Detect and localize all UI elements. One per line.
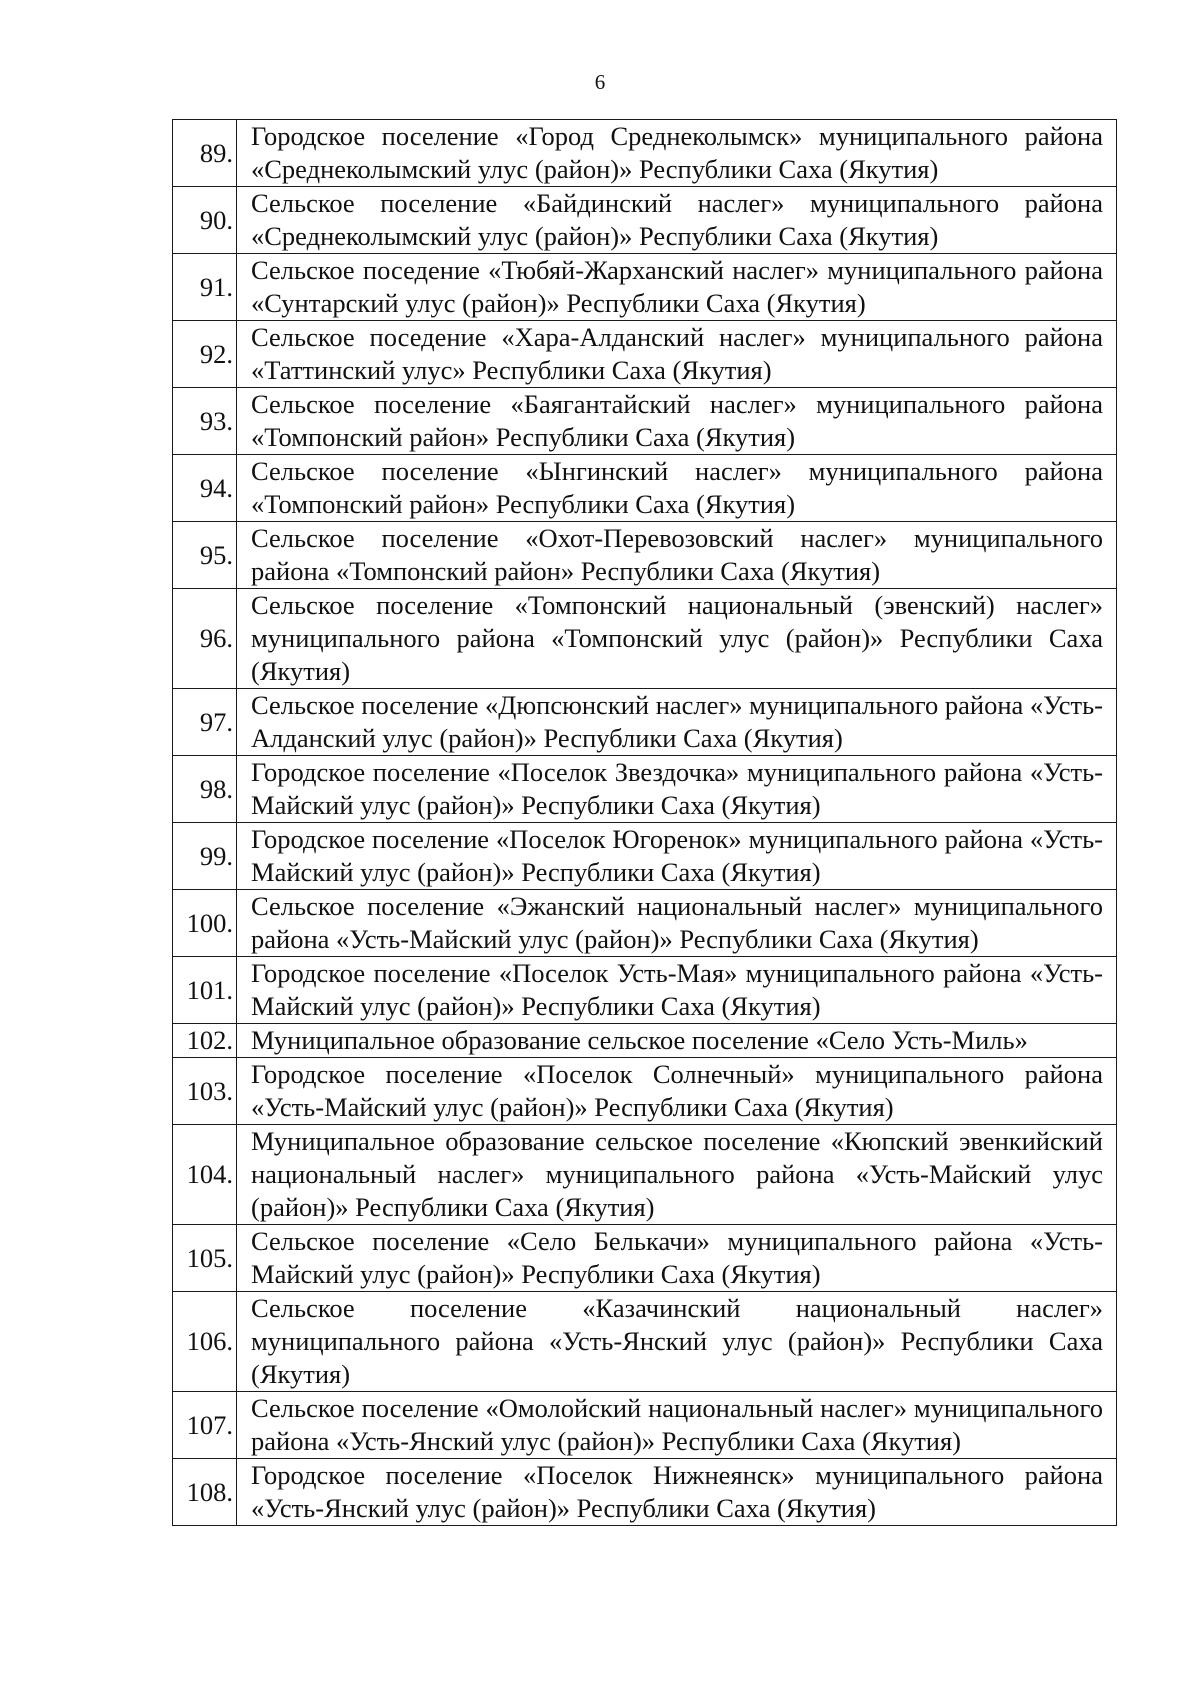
table-row (173, 756, 1117, 823)
row-number: 93. (173, 388, 237, 455)
row-number: 101. (173, 957, 237, 1024)
settlement-name: Городское поселение «Поселок Солнечный» муниципального района «Усть-Майский улус (район)» Республики Саха (Якутия) (237, 1058, 1117, 1125)
table-row (173, 187, 1117, 254)
settlement-name: Сельское поселение «Село Белькачи» муниципального района «Усть-Майский улус (район)» Республики Саха (Якутия) (237, 1225, 1117, 1292)
row-number: 96. (173, 589, 237, 689)
row-number: 95. (173, 522, 237, 589)
table-row (173, 1392, 1117, 1459)
settlement-name: Городское поселение «Город Среднеколымск» муниципального района «Среднеколымский улус (район)» Республики Саха (Якутия) (237, 120, 1117, 187)
row-number: 99. (173, 823, 237, 890)
row-number: 102. (173, 1024, 237, 1058)
settlement-name: Сельское поселение «Томпонский национальный (эвенский) наслег» муниципального района «Томпонский улус (район)» Республики Саха (Якутия) (237, 589, 1117, 689)
table-row (173, 455, 1117, 522)
table-row (173, 1292, 1117, 1392)
table-row (173, 254, 1117, 321)
row-number: 103. (173, 1058, 237, 1125)
row-number: 105. (173, 1225, 237, 1292)
settlement-name: Сельское поселение «Омолойский национальный наслег» муниципального района «Усть-Янский улус (район)» Республики Саха (Якутия) (237, 1392, 1117, 1459)
table-row (173, 321, 1117, 388)
row-number: 90. (173, 187, 237, 254)
table-row (173, 1125, 1117, 1225)
settlements-table-body (173, 120, 1117, 1526)
row-number: 98. (173, 756, 237, 823)
settlement-name: Сельское поселение «Казачинский национальный наслег» муниципального района «Усть-Янский улус (район)» Республики Саха (Якутия) (237, 1292, 1117, 1392)
settlement-name: Муниципальное образование сельское поселение «Кюпский эвенкийский национальный наслег» муниципального района «Усть-Майский улус (район)» Республики Саха (Якутия) (237, 1125, 1117, 1225)
row-number: 107. (173, 1392, 237, 1459)
settlement-name: Сельское поселение «Охот-Перевозовский наслег» муниципального района «Томпонский район» Республики Саха (Якутия) (237, 522, 1117, 589)
row-number: 97. (173, 689, 237, 756)
settlement-name: Сельское поселение «Байдинский наслег» муниципального района «Среднеколымский улус (район)» Республики Саха (Якутия) (237, 187, 1117, 254)
page-number: 6 (594, 70, 606, 94)
row-number: 94. (173, 455, 237, 522)
settlements-table (172, 119, 1117, 1526)
row-number: 91. (173, 254, 237, 321)
settlement-name: Сельское поселение «Ынгинский наслег» муниципального района «Томпонский район» Республики Саха (Якутия) (237, 455, 1117, 522)
settlement-name: Сельское поселение «Баягантайский наслег» муниципального района «Томпонский район» Республики Саха (Якутия) (237, 388, 1117, 455)
table-row (173, 1058, 1117, 1125)
table-row (173, 890, 1117, 957)
settlement-name: Сельское поседение «Тюбяй-Жарханский наслег» муниципального района «Сунтарский улус (район)» Республики Саха (Якутия) (237, 254, 1117, 321)
table-row (173, 1225, 1117, 1292)
table-row (173, 1024, 1117, 1058)
row-number: 100. (173, 890, 237, 957)
table-row (173, 120, 1117, 187)
row-number: 104. (173, 1125, 237, 1225)
settlement-name: Сельское поселение «Дюпсюнский наслег» муниципального района «Усть-Алданский улус (район)» Республики Саха (Якутия) (237, 689, 1117, 756)
row-number: 108. (173, 1459, 237, 1526)
row-number: 89. (173, 120, 237, 187)
table-row (173, 522, 1117, 589)
settlement-name: Сельское поседение «Хара-Алданский наслег» муниципального района «Таттинский улус» Республики Саха (Якутия) (237, 321, 1117, 388)
settlement-name: Сельское поселение «Эжанский национальный наслег» муниципального района «Усть-Майский улус (район)» Республики Саха (Якутия) (237, 890, 1117, 957)
table-row (173, 823, 1117, 890)
table-row (173, 388, 1117, 455)
settlement-name: Городское поселение «Поселок Нижнеянск» муниципального района «Усть-Янский улус (район)» Республики Саха (Якутия) (237, 1459, 1117, 1526)
table-row (173, 957, 1117, 1024)
table-row (173, 689, 1117, 756)
settlement-name: Городское поселение «Поселок Усть-Мая» муниципального района «Усть-Майский улус (район)» Республики Саха (Якутия) (237, 957, 1117, 1024)
settlement-name: Городское поселение «Поселок Югоренок» муниципального района «Усть-Майский улус (район)» Республики Саха (Якутия) (237, 823, 1117, 890)
table-row (173, 589, 1117, 689)
settlement-name: Городское поселение «Поселок Звездочка» муниципального района «Усть-Майский улус (район)» Республики Саха (Якутия) (237, 756, 1117, 823)
row-number: 106. (173, 1292, 237, 1392)
settlement-name: Муниципальное образование сельское поселение «Село Усть-Миль» (237, 1024, 1117, 1058)
table-row (173, 1459, 1117, 1526)
row-number: 92. (173, 321, 237, 388)
